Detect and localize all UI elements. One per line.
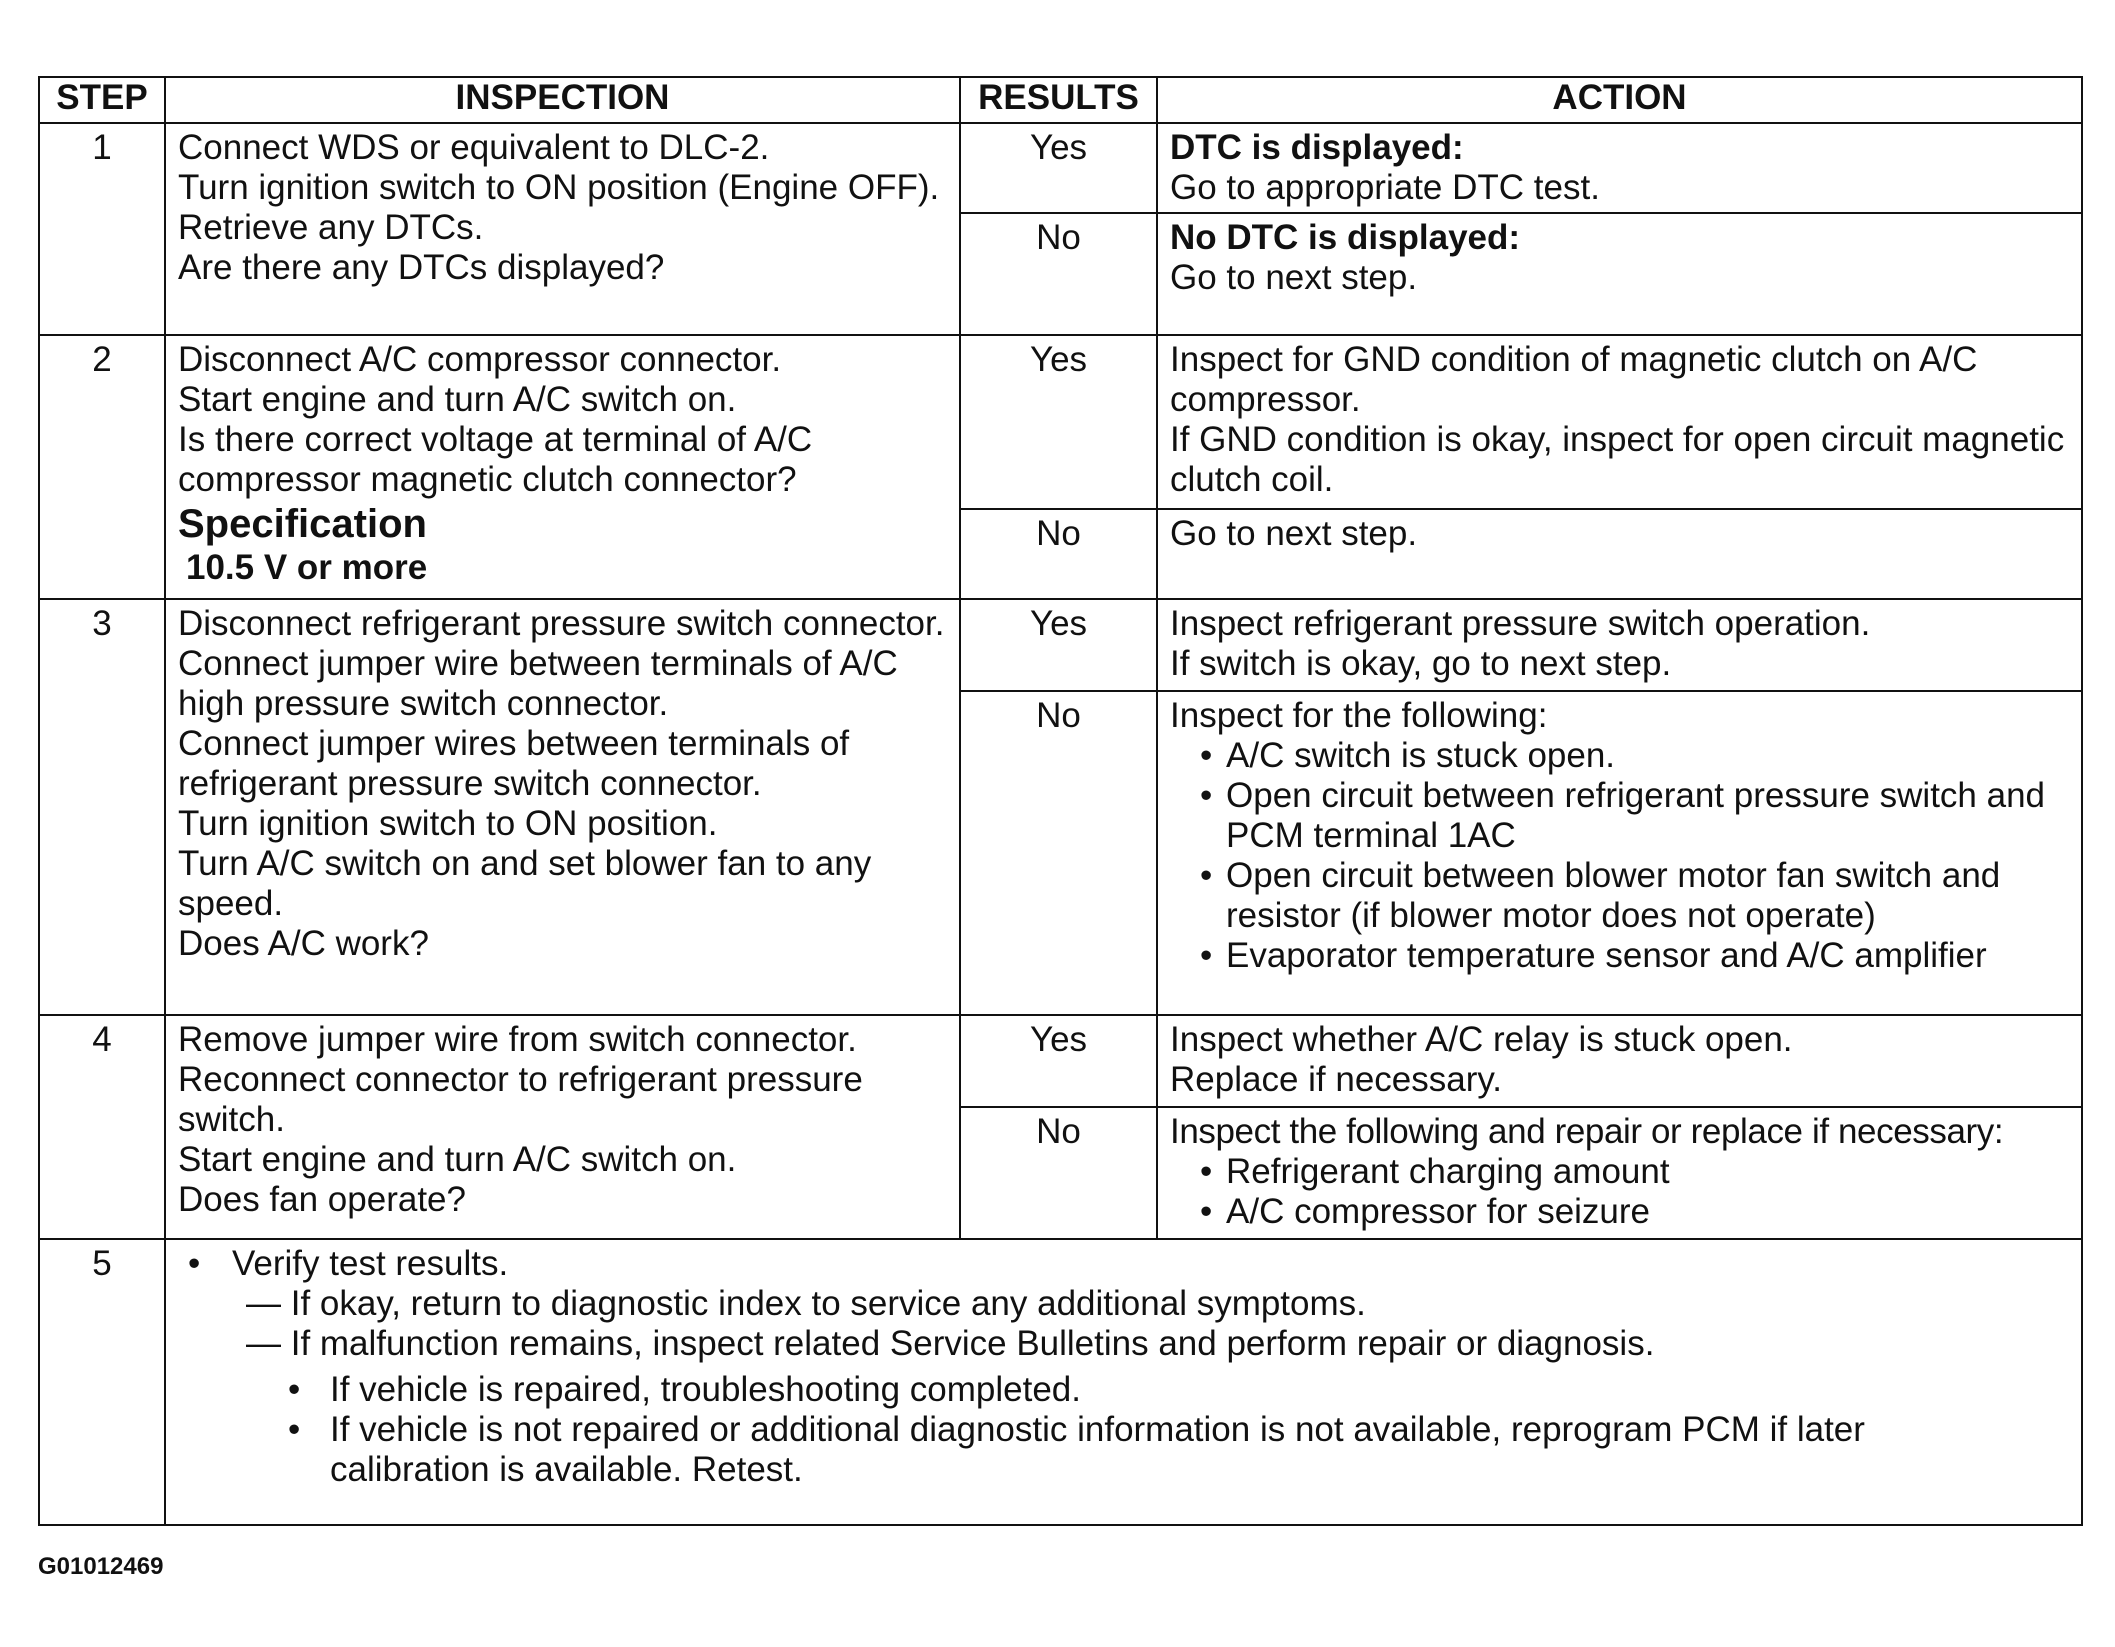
header-inspection: INSPECTION xyxy=(165,77,960,123)
step-1-action-yes xyxy=(1157,123,2082,213)
step-4-action-yes xyxy=(1157,1015,2082,1107)
list-item: • Verify test results. xyxy=(188,1244,2069,1284)
inspection-line: Retrieve any DTCs. xyxy=(178,208,484,247)
action-line: Inspect for GND condition of magnetic clutch on A/C compressor. xyxy=(1170,340,1978,419)
header-results: RESULTS xyxy=(960,77,1157,123)
inspection-line: Is there correct voltage at terminal of A/C compressor magnetic clutch connector? xyxy=(178,420,813,499)
inspection-line: Does A/C work? xyxy=(178,924,429,963)
list-item: • If vehicle is not repaired or additional diagnostic information is not available, reprogram PCM if later calibration is available. Retest. xyxy=(288,1410,2069,1490)
step-4-row-yes xyxy=(39,1015,2082,1107)
inspection-line: Disconnect A/C compressor connector. xyxy=(178,340,782,379)
inspection-line: Start engine and turn A/C switch on. xyxy=(178,1140,737,1179)
inspection-line: Start engine and turn A/C switch on. xyxy=(178,380,737,419)
header-action: ACTION xyxy=(1157,77,2082,123)
inspection-line: Connect WDS or equivalent to DLC-2. xyxy=(178,128,770,167)
inspection-line: Turn A/C switch on and set blower fan to any speed. xyxy=(178,844,872,923)
step-2-row-yes xyxy=(39,335,2082,509)
action-line: Go to next step. xyxy=(1170,258,1418,297)
step-3-inspection xyxy=(165,599,960,1015)
action-bullet-list xyxy=(1170,1152,2077,1232)
sub-bullet-list xyxy=(178,1370,2069,1490)
list-item: • A/C switch is stuck open. xyxy=(1200,736,2069,776)
header-step: STEP xyxy=(39,77,165,123)
step-1-action-no xyxy=(1157,213,2082,335)
step-4-inspection xyxy=(165,1015,960,1239)
step-1-row-yes xyxy=(39,123,2082,213)
list-item: • If vehicle is repaired, troubleshooting completed. xyxy=(288,1370,2069,1410)
step-5-number: 5 xyxy=(39,1239,165,1525)
list-item: • A/C compressor for seizure xyxy=(1200,1192,2077,1232)
inspection-line: Connect jumper wire between terminals of A/C high pressure switch connector. xyxy=(178,644,898,723)
step-3-row-yes xyxy=(39,599,2082,691)
step-5-row xyxy=(39,1239,2082,1525)
inspection-line: Remove jumper wire from switch connector. xyxy=(178,1020,857,1059)
action-line: Replace if necessary. xyxy=(1170,1060,1503,1099)
dash-line: — If malfunction remains, inspect related Service Bulletins and perform repair or diagnosis. xyxy=(246,1324,1655,1363)
inspection-line: Connect jumper wires between terminals of refrigerant pressure switch connector. xyxy=(178,724,850,803)
inspection-line: Reconnect connector to refrigerant pressure switch. xyxy=(178,1060,863,1139)
step-1-result-yes: Yes xyxy=(960,123,1157,213)
step-1-number: 1 xyxy=(39,123,165,335)
action-line: Inspect refrigerant pressure switch operation. xyxy=(1170,604,1871,643)
specification-value: 10.5 V or more xyxy=(186,548,428,587)
action-line: Inspect the following and repair or replace if necessary: xyxy=(1170,1112,2004,1151)
step-3-number: 3 xyxy=(39,599,165,1015)
step-1-inspection xyxy=(165,123,960,335)
list-item: • Evaporator temperature sensor and A/C amplifier xyxy=(1200,936,2069,976)
inspection-line: Turn ignition switch to ON position (Engine OFF). xyxy=(178,168,940,207)
step-3-action-no xyxy=(1157,691,2082,1015)
specification-title: Specification xyxy=(178,502,427,546)
header-row xyxy=(39,77,2082,123)
step-2-action-yes xyxy=(1157,335,2082,509)
action-title: DTC is displayed: xyxy=(1170,128,1464,167)
verify-bullet-list xyxy=(178,1244,2069,1284)
action-line: If switch is okay, go to next step. xyxy=(1170,644,1672,683)
step-2-action-no xyxy=(1157,509,2082,599)
dash-line: — If okay, return to diagnostic index to service any additional symptoms. xyxy=(246,1284,1366,1323)
action-line: Inspect whether A/C relay is stuck open. xyxy=(1170,1020,1793,1059)
step-3-result-no: No xyxy=(960,691,1157,1015)
action-line: Go to appropriate DTC test. xyxy=(1170,168,1600,207)
action-line: Inspect for the following: xyxy=(1170,696,1548,735)
step-4-action-no xyxy=(1157,1107,2082,1239)
action-bullet-list xyxy=(1170,736,2069,976)
step-4-number: 4 xyxy=(39,1015,165,1239)
figure-reference-code: G01012469 xyxy=(38,1553,164,1580)
action-line: Go to next step. xyxy=(1170,514,1418,553)
list-item: • Open circuit between refrigerant pressure switch and PCM terminal 1AC xyxy=(1200,776,2069,856)
step-5-content xyxy=(165,1239,2082,1525)
step-2-inspection xyxy=(165,335,960,599)
action-title: No DTC is displayed: xyxy=(1170,218,1521,257)
inspection-line: Does fan operate? xyxy=(178,1180,466,1219)
inspection-line: Are there any DTCs displayed? xyxy=(178,248,665,287)
inspection-line: Disconnect refrigerant pressure switch connector. xyxy=(178,604,945,643)
step-2-result-yes: Yes xyxy=(960,335,1157,509)
step-4-result-no: No xyxy=(960,1107,1157,1239)
step-3-action-yes xyxy=(1157,599,2082,691)
diagnostic-table xyxy=(38,76,2083,1526)
action-line: If GND condition is okay, inspect for open circuit magnetic clutch coil. xyxy=(1170,420,2065,499)
step-2-result-no: No xyxy=(960,509,1157,599)
step-1-result-no: No xyxy=(960,213,1157,335)
inspection-line: Turn ignition switch to ON position. xyxy=(178,804,718,843)
step-3-result-yes: Yes xyxy=(960,599,1157,691)
list-item: • Open circuit between blower motor fan switch and resistor (if blower motor does not operate) xyxy=(1200,856,2069,936)
list-item: • Refrigerant charging amount xyxy=(1200,1152,2077,1192)
step-2-number: 2 xyxy=(39,335,165,599)
step-4-result-yes: Yes xyxy=(960,1015,1157,1107)
